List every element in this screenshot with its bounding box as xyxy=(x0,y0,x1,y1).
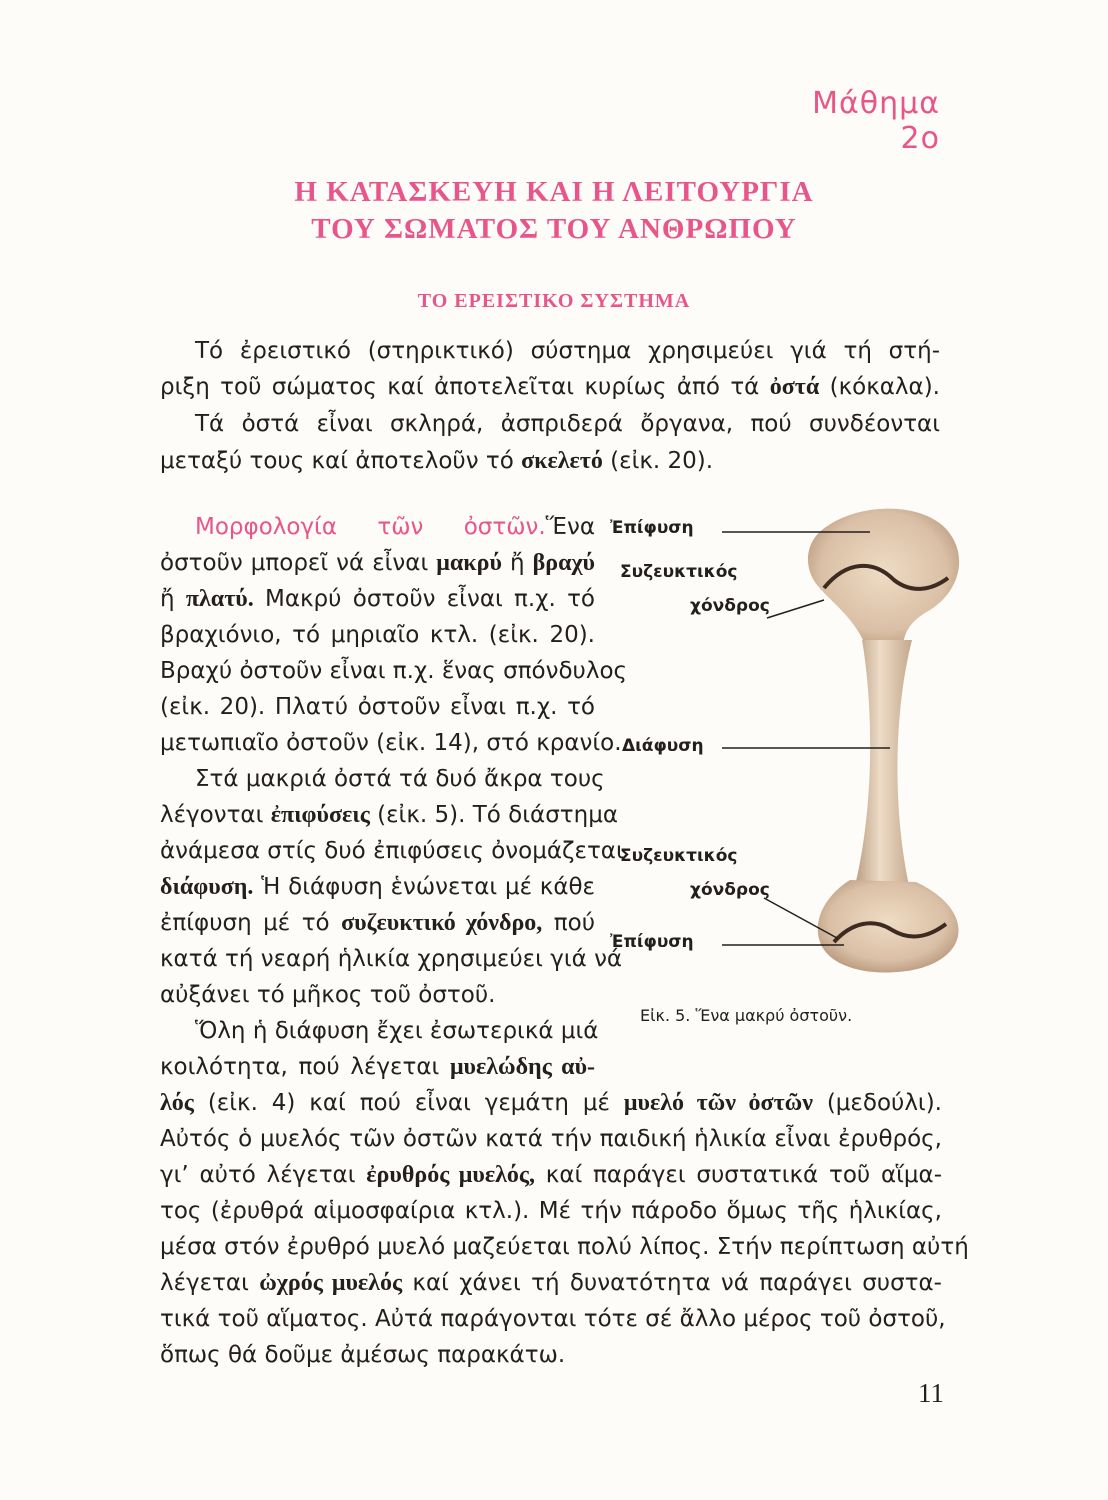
text-line: Αὐτός ὁ μυελός τῶν ὀστῶν κατά τήν παιδική ἡλικία εἶναι ἐρυθρός, xyxy=(160,1126,942,1152)
page-number: 11 xyxy=(918,1378,944,1408)
text-line: λέγεται ὠχρός μυελός καί χάνει τή δυνατότητα νά παράγει συστα- xyxy=(160,1270,942,1296)
label-diaphysis: Διάφυση xyxy=(622,736,704,756)
text-line: μέσα στόν ἐρυθρό μυελό μαζεύεται πολύ λίπος. Στήν περίπτωση αὐτή xyxy=(160,1234,969,1260)
bone-figure xyxy=(612,490,972,1010)
label-cartilage-top-2: χόνδρος xyxy=(690,596,770,616)
text-line: Τά ὀστά εἶναι σκληρά, ἀσπριδερά ὄργανα, πού συνδέονται xyxy=(195,411,940,437)
text-line: κατά τή νεαρή ἡλικία χρησιμεύει γιά νά xyxy=(160,946,623,972)
text-line: ἀνάμεσα στίς δυό ἐπιφύσεις ὀνομάζεται xyxy=(160,838,624,864)
text-line: τος (ἐρυθρά αἱμοσφαίρια κτλ.). Μέ τήν πάροδο ὅμως τῆς ἡλικίας, xyxy=(160,1198,942,1224)
chapter-title-line1: Η ΚΑΤΑΣΚΕΥΗ ΚΑΙ Η ΛΕΙΤΟΥΡΓΙΑ xyxy=(294,176,814,208)
text-line: διάφυση. Ἡ διάφυση ἑνώνεται μέ κάθε xyxy=(160,874,595,900)
text-line: ὅπως θά δοῦμε ἀμέσως παρακάτω. xyxy=(160,1342,566,1368)
text-line: Στά μακριά ὀστά τά δυό ἄκρα τους xyxy=(195,766,605,792)
section-title: ΤΟ ΕΡΕΙΣΤΙΚΟ ΣΥΣΤΗΜΑ xyxy=(417,290,691,312)
lesson-label: Μάθημα 2ο xyxy=(812,86,940,156)
text-line: κοιλότητα, πού λέγεται μυελώδης αὐ- xyxy=(160,1054,596,1080)
text-line: Μορφολογία τῶν ὀστῶν.Ἕνα xyxy=(195,514,595,540)
text-line: ἤ πλατύ. Μακρύ ὀστοῦν εἶναι π.χ. τό xyxy=(160,586,595,612)
morphology-heading: Μορφολογία τῶν ὀστῶν. xyxy=(195,514,546,540)
figure-caption: Εἰκ. 5. Ἕνα μακρύ ὀστοῦν. xyxy=(640,1006,853,1025)
text-line: ὀστοῦν μπορεῖ νά εἶναι μακρύ ἤ βραχύ xyxy=(160,550,596,576)
text-line: (εἰκ. 20). Πλατύ ὀστοῦν εἶναι π.χ. τό xyxy=(160,694,595,720)
text-line: τικά τοῦ αἵματος. Αὐτά παράγονται τότε σέ ἄλλο μέρος τοῦ ὀστοῦ, xyxy=(160,1306,946,1332)
text-line: Βραχύ ὀστοῦν εἶναι π.χ. ἕνας σπόνδυλος xyxy=(160,658,628,684)
term-skeleto: σκελετό xyxy=(521,448,603,474)
text-line: γι’ αὐτό λέγεται ἐρυθρός μυελός, καί παράγει συστατικά τοῦ αἵμα- xyxy=(160,1162,942,1188)
term-osta: ὀστά xyxy=(769,374,820,400)
text-line: Τό ἐρειστικό (στηρικτικό) σύστημα χρησιμεύει γιά τή στή- xyxy=(195,338,940,364)
label-cartilage-bottom-2: χόνδρος xyxy=(690,880,770,900)
text-line: βραχιόνιο, τό μηριαῖο κτλ. (εἰκ. 20). xyxy=(160,622,595,648)
chapter-title-line2: ΤΟΥ ΣΩΜΑΤΟΣ ΤΟΥ ΑΝΘΡΩΠΟΥ xyxy=(311,213,797,245)
text-line: ἐπίφυση μέ τό συζευκτικό χόνδρο, πού xyxy=(160,910,595,936)
text-line: Ὅλη ἡ διάφυση ἔχει ἐσωτερικά μιά xyxy=(195,1018,599,1044)
label-cartilage-bottom-1: Συζευκτικός xyxy=(620,846,738,866)
text-line: λός (εἰκ. 4) καί πού εἶναι γεμάτη μέ μυελό τῶν ὀστῶν (μεδούλι). xyxy=(160,1090,942,1116)
label-epiphysis-top: Ἐπίφυση xyxy=(610,518,694,538)
text-line: αὐξάνει τό μῆκος τοῦ ὀστοῦ. xyxy=(160,982,496,1008)
label-cartilage-top-1: Συζευκτικός xyxy=(620,562,738,582)
text-line: ριξη τοῦ σώματος καί ἀποτελεῖται κυρίως ἀπό τά ὀστά (κόκαλα). xyxy=(160,374,940,400)
text-line: μετωπιαῖο ὀστοῦν (εἰκ. 14), στό κρανίο. xyxy=(160,730,622,756)
text-line: μεταξύ τους καί ἀποτελοῦν τό σκελετό (εἰκ. 20). xyxy=(160,448,714,474)
text-line: λέγονται ἐπιφύσεις (εἰκ. 5). Τό διάστημα xyxy=(160,802,618,828)
label-epiphysis-bottom: Ἐπίφυση xyxy=(610,932,694,952)
